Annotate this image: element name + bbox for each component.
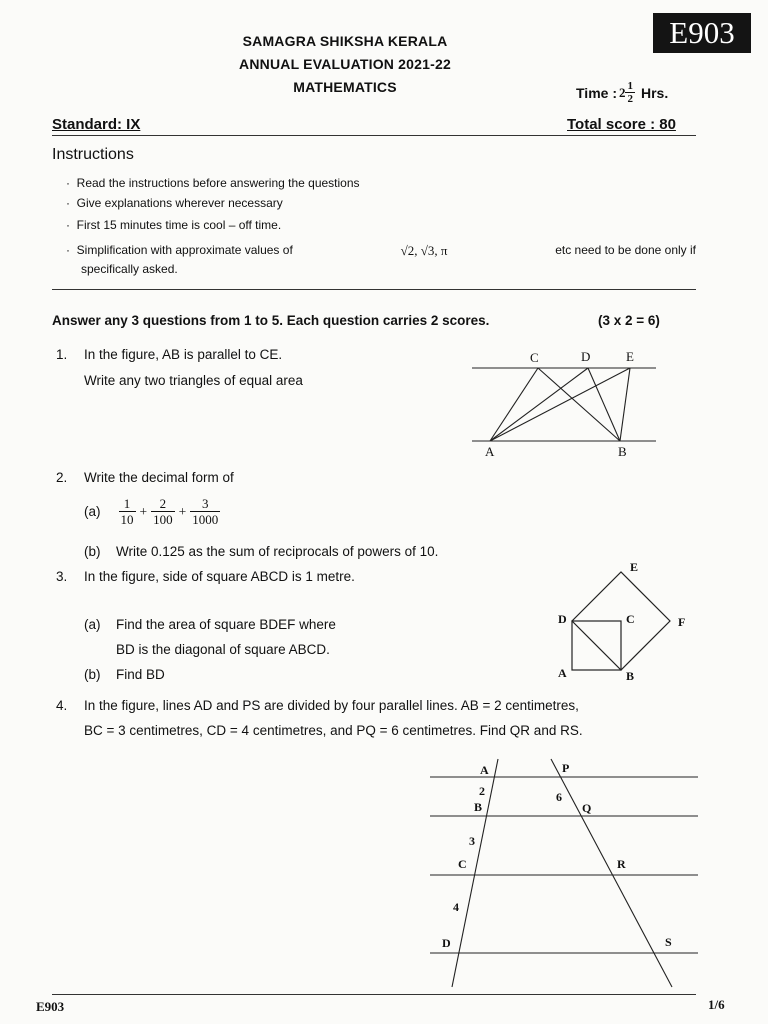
question-number: 3. [56,569,68,584]
fraction [119,496,136,527]
fraction-num: 2 [151,496,175,512]
label-d: D [442,936,451,950]
fraction-num: 1 [119,496,136,512]
page-number: 1/6 [708,997,725,1012]
standard-label: Standard: IX [52,116,141,133]
q2-text: Write the decimal form of [84,470,234,485]
footer-code: E903 [36,999,65,1014]
subject-title: MATHEMATICS [293,79,397,95]
time-fraction-num: 1 [627,80,633,92]
q2-part-b: Write 0.125 as the sum of reciprocals of powers of 10. [116,544,439,559]
time-whole: 2 [618,84,626,100]
q3-part-b: Find BD [116,667,165,682]
time-fraction [625,80,635,105]
segment [620,368,630,441]
instruction-text: Read the instructions before answering the questions [76,176,360,190]
q2-part-a [84,496,220,527]
approx-values: √2, √3, π [400,243,448,258]
q4-text: In the figure, lines AD and PS are divided by four parallel lines. AB = 2 centimetres, [84,698,579,713]
instruction-text: Simplification with approximate values of [76,243,293,257]
footer-rule [52,994,696,995]
label-a: A [480,763,489,777]
fraction-den: 100 [153,512,173,527]
fraction-den: 1000 [192,512,219,527]
paper-code-badge: E903 [653,13,751,53]
fraction-den: 10 [120,512,134,527]
label-b: B [474,800,483,814]
length-bc: 3 [469,834,475,848]
part-label: (a) [84,504,101,519]
school-name: SAMAGRA SHIKSHA KERALA [242,33,448,49]
instructions-title: Instructions [52,146,134,163]
instruction-item: · Simplification with approximate values of √2, √3, π etc need to be done only if [66,243,696,258]
part-label: (b) [84,667,101,682]
time-allowed [576,80,668,105]
instruction-text: etc need to be done only if [555,243,696,257]
plus-sign: + [178,503,187,519]
label-s: S [665,935,672,949]
time-fraction-den: 2 [627,93,633,105]
instruction-text: First 15 minutes time is cool – off time. [76,218,282,232]
label-a: A [485,444,495,459]
section-title: Answer any 3 questions from 1 to 5. Each question carries 2 scores. [52,313,490,328]
header-rule [52,135,696,136]
label-e: E [630,560,639,574]
label-f: F [678,615,686,629]
label-c: C [626,612,635,626]
instruction-item: · Read the instructions before answering the questions [66,176,360,190]
fraction [190,496,220,527]
segment [490,368,630,441]
exam-name: ANNUAL EVALUATION 2021-22 [239,56,451,72]
label-d: D [581,349,591,364]
time-label: Time : [576,84,617,101]
question-number: 4. [56,698,68,713]
segment [490,368,538,441]
q1-figure [460,342,670,467]
label-p: P [562,761,570,775]
q4-figure [420,755,705,995]
segment [588,368,620,441]
section-score: (3 x 2 = 6) [598,313,660,328]
question-number: 1. [56,347,68,362]
label-c: C [458,857,467,871]
label-c: C [530,350,539,365]
instructions-rule [52,289,696,290]
part-label: (a) [84,617,101,632]
part-label: (b) [84,544,101,559]
q3-part-a: BD is the diagonal of square ABCD. [116,642,330,657]
q3-text: In the figure, side of square ABCD is 1 metre. [84,569,355,584]
fraction-num: 3 [190,496,220,512]
fraction [151,496,175,527]
label-d: D [558,612,567,626]
label-e: E [626,349,634,364]
label-a: A [558,666,567,680]
q3-part-a: Find the area of square BDEF where [116,617,336,632]
q3-figure [550,555,700,685]
instruction-item: · First 15 minutes time is cool – off time. [66,218,282,232]
length-cd: 4 [453,900,459,914]
segment [538,368,620,441]
instruction-item: · Give explanations wherever necessary [66,196,283,210]
plus-sign: + [139,503,148,519]
label-b: B [626,669,635,683]
instruction-text: specifically asked. [81,262,178,276]
label-r: R [617,857,626,871]
length-ab: 2 [479,784,485,798]
label-q: Q [582,801,592,815]
instruction-text: Give explanations wherever necessary [76,196,283,210]
q1-text: Write any two triangles of equal area [84,373,303,388]
q1-text: In the figure, AB is parallel to CE. [84,347,283,362]
label-b: B [618,444,627,459]
segment [490,368,588,441]
total-score: Total score : 80 [567,116,676,133]
q4-text: BC = 3 centimetres, CD = 4 centimetres, and PQ = 6 centimetres. Find QR and RS. [84,723,583,738]
time-unit: Hrs. [640,84,669,101]
question-number: 2. [56,470,68,485]
length-pq: 6 [556,790,562,804]
